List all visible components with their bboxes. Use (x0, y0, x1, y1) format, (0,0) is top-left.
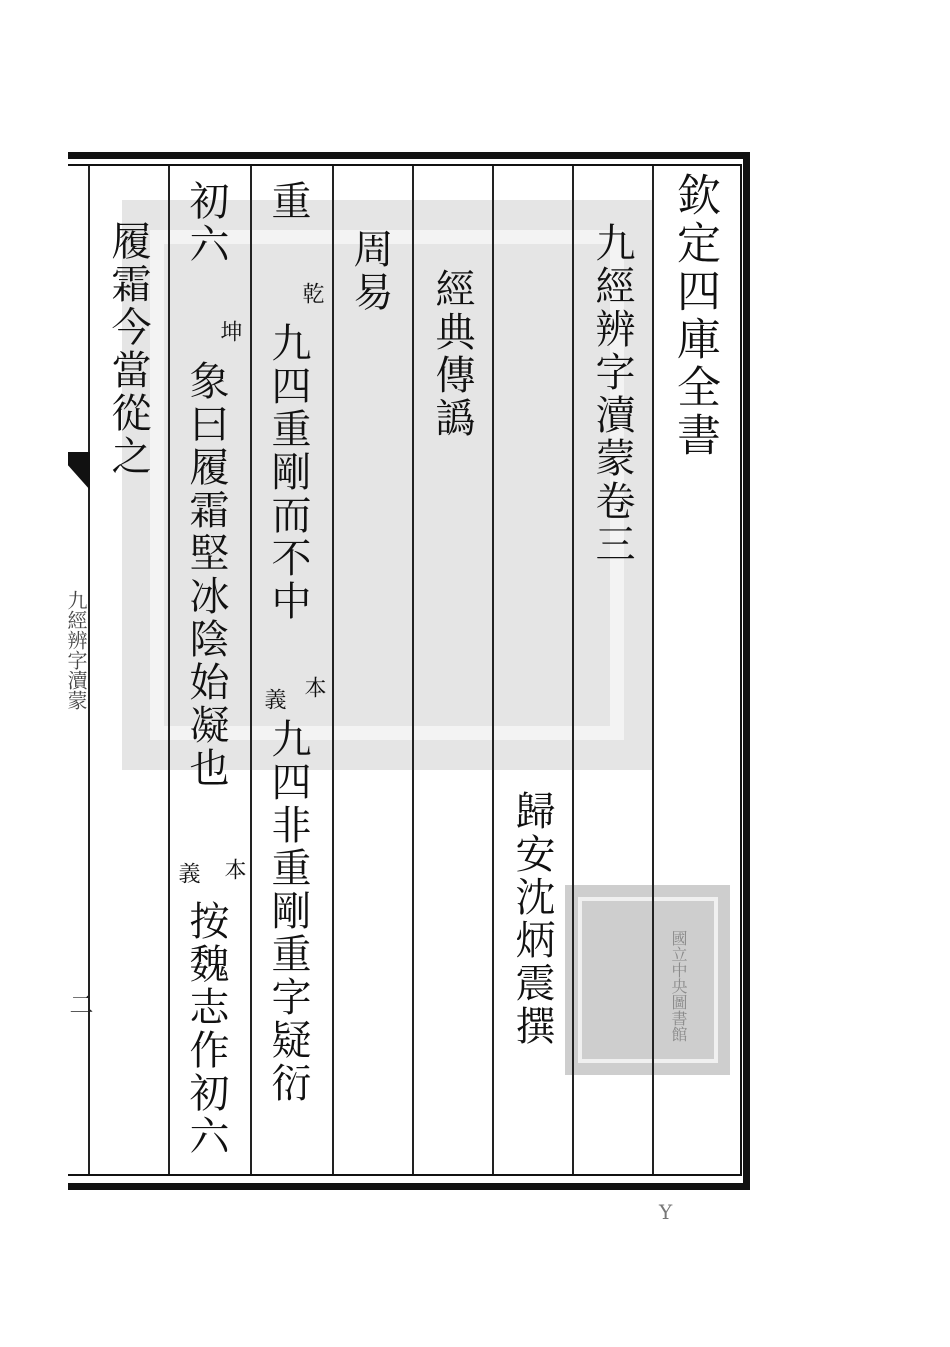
book-title: 欽定四庫全書 (669, 172, 720, 460)
author-line: 歸安沈炳震撰 (509, 790, 555, 1048)
entry-text: 九四重剛而不中 (265, 322, 311, 623)
margin-title: 九經辨字瀆蒙 (64, 590, 88, 710)
section-heading: 經典傳譌 (429, 268, 475, 440)
column-rule (168, 166, 170, 1174)
gloss-small: 坤 (217, 320, 242, 342)
gloss-small: 本 (221, 858, 246, 880)
corner-mark: Y (659, 1200, 673, 1224)
chapter-heading: 周易 (347, 228, 393, 314)
gloss-small: 義 (261, 688, 286, 710)
entry-head: 初六 (183, 180, 229, 266)
column-rule (332, 166, 334, 1174)
volume-title: 九經辨字瀆蒙卷三 (589, 222, 635, 566)
gloss-small: 義 (175, 862, 200, 884)
column-rule (572, 166, 574, 1174)
gloss-small: 乾 (299, 282, 324, 304)
entry-text: 按魏志作初六 (183, 900, 229, 1158)
column-rule (88, 166, 90, 1174)
page-number: 二 (65, 992, 93, 1016)
entry-text: 象曰履霜堅冰陰始凝也 (183, 360, 229, 790)
entry-text: 履霜今當從之 (105, 220, 151, 478)
column-rule (250, 166, 252, 1174)
seal-text: 國立中央圖書館 (669, 930, 688, 1042)
entry-text: 九四非重剛重字疑衍 (265, 718, 311, 1105)
gloss-small: 本 (301, 676, 326, 698)
column-rule (492, 166, 494, 1174)
entry-head: 重 (265, 180, 311, 223)
column-rule (412, 166, 414, 1174)
